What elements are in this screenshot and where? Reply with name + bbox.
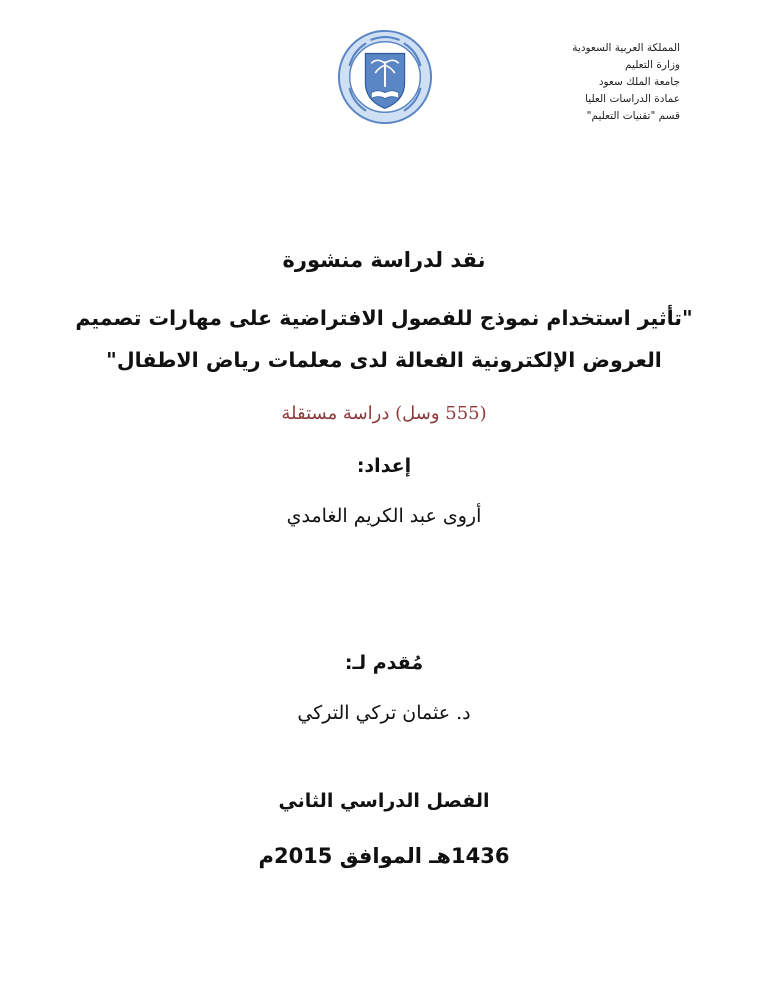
header-university: جامعة الملك سعود xyxy=(598,76,680,88)
semester-label: الفصل الدراسي الثاني xyxy=(278,790,490,812)
header-ministry: وزارة التعليم xyxy=(625,59,680,71)
institution-header xyxy=(440,40,680,125)
supervisor-name: د. عثمان تركي التركي xyxy=(297,702,471,724)
submitted-to-label: مُقدم لـ: xyxy=(344,652,424,674)
university-logo xyxy=(336,28,434,126)
prepared-by-label: إعداد: xyxy=(356,455,412,477)
study-title-line-2: العروض الإلكترونية الفعالة لدى معلمات رياض الاطفال" xyxy=(106,348,662,372)
author-name: أروى عبد الكريم الغامدي xyxy=(286,505,482,527)
document-title: نقد لدراسة منشورة xyxy=(282,248,486,272)
header-deanship: عمادة الدراسات العليا xyxy=(585,93,680,105)
study-title-line-1: "تأثير استخدام نموذج للفصول الافتراضية على مهارات تصميم xyxy=(75,306,693,330)
academic-year: 1436هـ الموافق 2015م xyxy=(258,844,510,868)
header-kingdom: المملكة العربية السعودية xyxy=(572,42,680,54)
header-department: قسم "تقنيات التعليم" xyxy=(586,110,680,122)
course-label: (555 وسل) دراسة مستقلة xyxy=(281,403,487,424)
